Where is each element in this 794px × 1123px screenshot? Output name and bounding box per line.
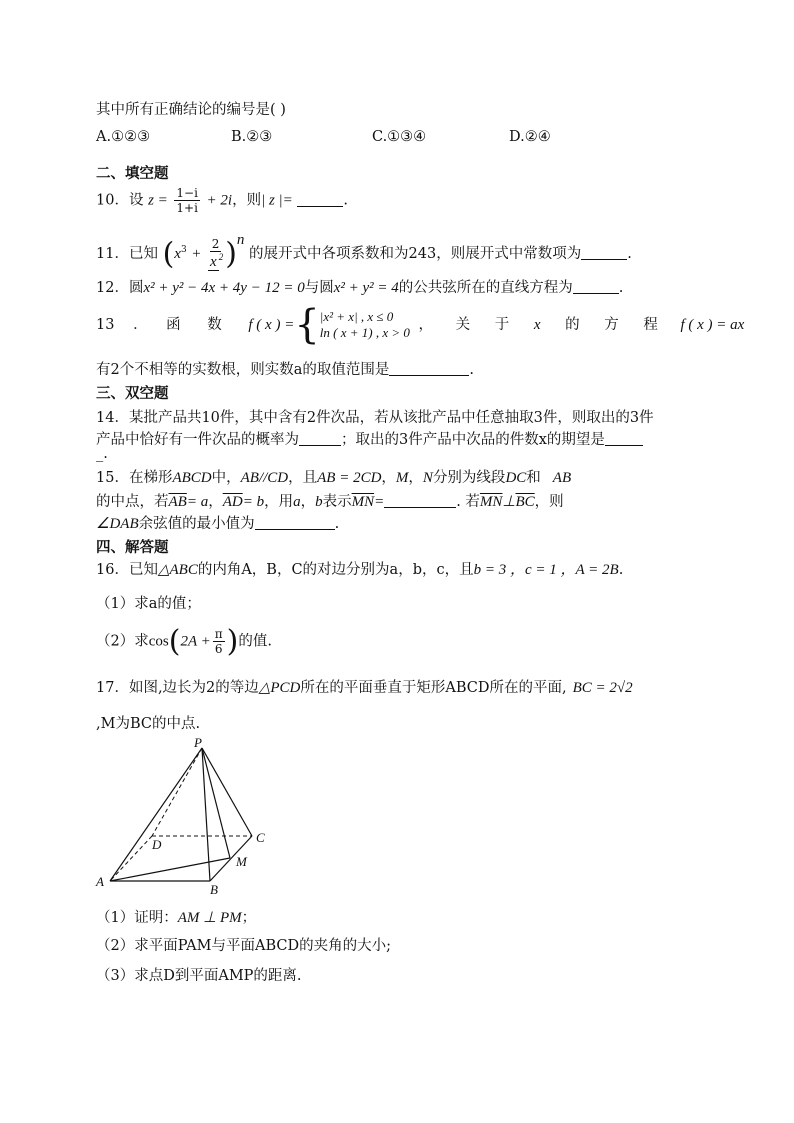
q16-part-2a: （2）求 bbox=[96, 633, 149, 650]
q13-word-5: 的 bbox=[565, 317, 580, 333]
q10-fraction bbox=[174, 186, 200, 215]
q11-frac-den-base: x bbox=[210, 254, 217, 270]
q11-frac-den-exp: 2 bbox=[218, 252, 224, 262]
q15-angle: ∠DAB bbox=[96, 516, 139, 532]
question-11 bbox=[96, 232, 632, 272]
q15-line-2 bbox=[96, 490, 564, 511]
q15-blank-2[interactable] bbox=[255, 515, 335, 530]
q11-plus: + bbox=[191, 246, 202, 262]
q11-number: 11．已知 bbox=[96, 246, 158, 262]
question-10 bbox=[96, 186, 348, 215]
q15-vec-ad: $\overline{AD}$ bbox=[222, 494, 243, 510]
q14-line-1: 14．某批产品共10件，其中含有2件次品，若从该批产品中任意抽取3件，则取出的3件 bbox=[96, 410, 654, 426]
q17-stem-a: 17．如图,边长为2的等边 bbox=[96, 680, 259, 696]
q9-option-c: C.①③④ bbox=[372, 129, 427, 145]
q17-part-1a: （1）证明： bbox=[96, 910, 178, 926]
q13-piecewise bbox=[320, 309, 410, 341]
q9-option-b: B.②③ bbox=[231, 129, 273, 145]
q12-end: . bbox=[618, 280, 624, 296]
q10-number: 10．设 bbox=[96, 192, 144, 209]
q10-then: ，则 bbox=[232, 192, 262, 209]
q11-outer-exp: n bbox=[236, 232, 245, 248]
label-c: C bbox=[256, 830, 265, 845]
q17-part-1 bbox=[96, 906, 256, 927]
q15-end: . bbox=[334, 516, 340, 532]
q15-eq-a: = a bbox=[186, 494, 209, 510]
q13-end: . bbox=[469, 362, 474, 378]
q15-line-3 bbox=[96, 512, 339, 533]
q11-left-paren: ( bbox=[162, 236, 175, 272]
q16-stem-a: 16．已知 bbox=[96, 562, 158, 578]
q15-line-2d: 表示 bbox=[322, 494, 352, 510]
q17-part-1b: AM ⊥ PM bbox=[177, 910, 242, 926]
q15-line-3b: 余弦值的最小值为 bbox=[138, 516, 255, 532]
q11-frac-den bbox=[208, 252, 223, 271]
q13-word-2: 数 bbox=[207, 317, 222, 333]
q10-frac-num: 1−i bbox=[176, 186, 198, 200]
edge-pm bbox=[202, 748, 230, 858]
q15-line-2c: ，用 bbox=[264, 494, 294, 510]
q11-end: . bbox=[627, 246, 632, 262]
q15-ab: AB bbox=[552, 470, 572, 486]
q15-eq: AB = 2CD bbox=[317, 470, 382, 486]
q15-m: M bbox=[395, 470, 409, 486]
q15-b: b bbox=[315, 494, 323, 510]
q15-perp: ⊥ bbox=[502, 494, 516, 510]
q12-mid: 与圆 bbox=[304, 280, 334, 296]
q15-n: N bbox=[422, 470, 433, 486]
q15-parallel: AB//CD bbox=[240, 470, 289, 486]
q12-number: 12．圆 bbox=[96, 280, 144, 296]
q17-line-2: ,M为BC的中点. bbox=[96, 716, 201, 732]
q17-part-2: （2）求平面PAM与平面ABCD的夹角的大小; bbox=[96, 938, 391, 954]
q13-dot: ． bbox=[133, 317, 148, 333]
q9-prompt: 其中所有正确结论的编号是( ) bbox=[96, 102, 286, 118]
q15-blank-1[interactable] bbox=[384, 493, 456, 508]
q11-x-exp: 3 bbox=[180, 245, 187, 256]
q16-cos: cos bbox=[148, 633, 169, 650]
question-13 bbox=[96, 302, 745, 348]
q17-triangle: △PCD bbox=[258, 680, 301, 696]
q15-line-2f: ，则 bbox=[534, 494, 564, 510]
q16-six: 6 bbox=[214, 642, 223, 656]
q14-line-2b: ；取出的3件产品中次品的件数x的期望是 bbox=[341, 432, 605, 448]
q15-line-1c: ，且 bbox=[288, 470, 318, 486]
q15-dc: DC bbox=[505, 470, 527, 486]
q14-blank-1[interactable] bbox=[299, 431, 341, 446]
q14-line-2a: 产品中恰好有一件次品的概率为 bbox=[96, 432, 299, 448]
q11-right-paren: ) bbox=[225, 236, 237, 272]
q11-answer-blank[interactable] bbox=[581, 245, 627, 260]
q11-frac-num: 2 bbox=[211, 237, 220, 251]
edge-pa bbox=[110, 748, 202, 881]
q13-var: x bbox=[533, 317, 541, 333]
label-d: D bbox=[152, 837, 162, 852]
edge-pd bbox=[152, 748, 202, 836]
q15-line-1b: 中， bbox=[211, 470, 241, 486]
q15-sep: ， bbox=[300, 494, 316, 510]
q9-option-d: D.②④ bbox=[509, 129, 551, 145]
q11-x: x bbox=[174, 246, 181, 262]
section-answer-title: 四、解答题 bbox=[96, 540, 169, 556]
q14-blank-2[interactable] bbox=[605, 431, 643, 446]
q10-z: z = bbox=[148, 192, 168, 209]
q11-text: 的展开式中各项系数和为243，则展开式中常数项为 bbox=[249, 246, 582, 262]
q13-comma: ， bbox=[418, 317, 433, 333]
q10-frac-den: 1+i bbox=[176, 201, 198, 215]
q16-stem bbox=[96, 558, 623, 579]
q10-answer-blank[interactable] bbox=[297, 192, 343, 207]
q15-line-2a: 的中点，若 bbox=[96, 494, 169, 510]
q15-line-1e: ， bbox=[408, 470, 423, 486]
q14-line-3: _. bbox=[96, 446, 108, 462]
q17-bc: BC = 2√2 bbox=[572, 680, 633, 696]
q13-equation: f ( x ) = ax bbox=[680, 317, 745, 333]
q16-part-2 bbox=[96, 624, 272, 659]
q15-vec-ab: $\overline{AB}$ bbox=[168, 494, 187, 510]
label-a: A bbox=[96, 874, 104, 889]
q13-word-3: 关 bbox=[455, 317, 471, 333]
q15-line-1 bbox=[96, 466, 571, 487]
q13-piece-1: |x² + x| , x ≤ 0 bbox=[319, 309, 394, 324]
edge-am bbox=[110, 858, 230, 881]
question-12 bbox=[96, 276, 623, 297]
q15-line-1f: 分别为线段 bbox=[432, 470, 506, 486]
q9-option-a: A.①②③ bbox=[96, 129, 151, 145]
section-fill-in-title: 二、填空题 bbox=[96, 166, 169, 182]
q15-vec-mn-2: $\overline{MN}$ bbox=[479, 494, 503, 510]
edge-pb bbox=[202, 748, 210, 881]
q17-stem bbox=[96, 676, 633, 697]
q15-line-1d: ， bbox=[381, 470, 396, 486]
q15-vec-bc: $\overline{BC}$ bbox=[515, 494, 535, 510]
q13-answer-blank[interactable] bbox=[389, 361, 469, 376]
q10-plus-term: + 2i bbox=[206, 192, 233, 209]
q13-piece-2: ln ( x + 1) , x > 0 bbox=[319, 325, 410, 340]
q16-part-2b: 的值. bbox=[238, 633, 272, 650]
q17-part-3: （3）求点D到平面AMP的距离. bbox=[96, 968, 302, 984]
q16-fraction bbox=[213, 627, 225, 656]
q16-part-1: （1）求a的值； bbox=[96, 596, 201, 612]
q13-word-1: 函 bbox=[166, 317, 181, 333]
q10-abs: | z |= bbox=[261, 192, 293, 209]
pyramid-figure bbox=[90, 736, 290, 896]
q16-pi: π bbox=[214, 627, 223, 641]
q15-abcd: ABCD bbox=[172, 470, 212, 486]
q15-line-2b: ， bbox=[208, 494, 223, 510]
q15-line-2e: . 若 bbox=[456, 494, 480, 510]
q15-and: 和 bbox=[526, 470, 541, 486]
q13-word-7: 程 bbox=[643, 317, 658, 333]
q17-part-1c: ； bbox=[241, 910, 257, 926]
q15-eq-b: = b bbox=[242, 494, 265, 510]
q12-text: 的公共弦所在的直线方程为 bbox=[398, 280, 573, 296]
q13-word-6: 方 bbox=[604, 317, 619, 333]
q13-brace: { bbox=[294, 302, 320, 348]
q12-circle-2: x² + y² = 4 bbox=[333, 280, 399, 296]
q10-end: . bbox=[343, 192, 349, 209]
question-13-line-2 bbox=[96, 358, 474, 379]
q16-left-paren: ( bbox=[168, 624, 181, 659]
q16-triangle: △ABC bbox=[157, 562, 198, 578]
q11-fraction bbox=[208, 237, 223, 271]
q15-eq-blank: = bbox=[374, 494, 385, 510]
q13-word-4: 于 bbox=[494, 317, 510, 333]
label-p: P bbox=[194, 736, 202, 750]
q12-answer-blank[interactable] bbox=[573, 279, 619, 294]
q15-vec-mn: $\overline{MN}$ bbox=[351, 494, 375, 510]
q13-fx: f ( x ) = bbox=[248, 317, 295, 333]
q16-stem-b: 的内角A，B，C的对边分别为a，b，c，且 bbox=[197, 562, 474, 578]
q15-a: a bbox=[293, 494, 301, 510]
label-m: M bbox=[236, 854, 247, 869]
q13-number: 13 bbox=[96, 317, 115, 333]
q16-condition: b = 3 ，c = 1 ，A = 2B bbox=[473, 562, 619, 578]
q12-circle-1: x² + y² − 4x + 4y − 12 = 0 bbox=[143, 280, 305, 296]
q17-stem-b: 所在的平面垂直于矩形ABCD所在的平面, bbox=[300, 680, 567, 696]
q16-arg-a: 2A + bbox=[180, 633, 211, 650]
q13-line-2-text: 有2个不相等的实数根，则实数a的取值范围是 bbox=[96, 362, 390, 378]
q14-line-2 bbox=[96, 428, 643, 449]
q16-right-paren: ) bbox=[226, 624, 239, 659]
label-b: B bbox=[210, 882, 218, 896]
q16-end: . bbox=[618, 562, 624, 578]
edge-pc bbox=[202, 748, 252, 836]
q15-line-1a: 15．在梯形 bbox=[96, 470, 173, 486]
section-double-blank-title: 三、双空题 bbox=[96, 386, 169, 402]
